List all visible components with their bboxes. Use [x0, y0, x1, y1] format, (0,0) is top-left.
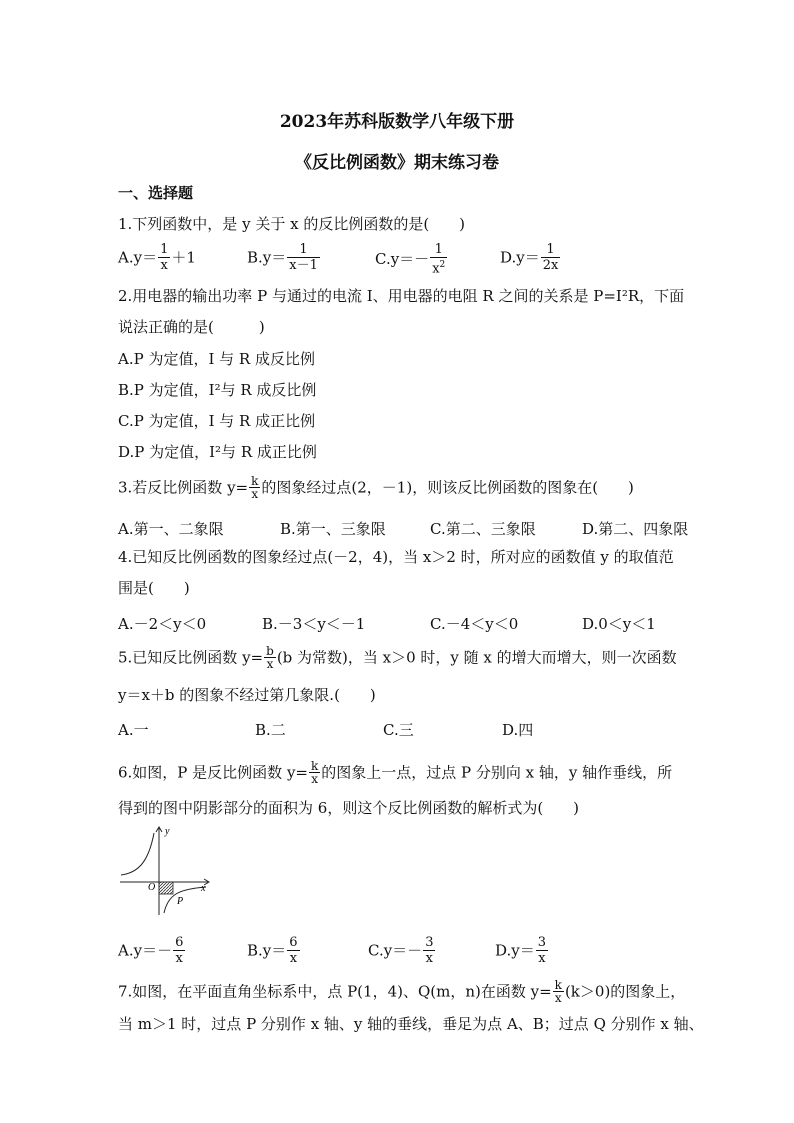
q6-option-b: B.y＝ $\frac{6}{x}$ — [247, 935, 298, 966]
q1-a-fraction: $\frac{1}{x}$ — [160, 242, 169, 273]
q6-c-fraction: $\frac{3}{x}$ — [425, 935, 434, 966]
q1-c-fraction: $\frac{1}{x^2}$ — [432, 242, 446, 277]
q5-option-b: B.二 — [255, 721, 286, 739]
q6-option-c: C.y＝－ $\frac{3}{x}$ — [368, 935, 434, 966]
q3-option-b: B.第一、三象限 — [280, 520, 386, 538]
q5-option-d: D.四 — [502, 721, 534, 739]
q2-option-d: D.P 为定值，I²与 R 成正比例 — [118, 443, 317, 461]
q4-option-a: A.－2＜y＜0 — [118, 615, 207, 633]
q6-option-a: A.y＝－ $\frac{6}{x}$ — [118, 935, 184, 966]
q3-option-a: A.第一、二象限 — [118, 520, 224, 538]
q4-option-b: B.－3＜y＜－1 — [262, 615, 366, 633]
x-axis-label: x — [201, 883, 206, 894]
q7-fraction: $\frac{k}{x}$ — [554, 978, 562, 1005]
q5-option-c: C.三 — [383, 721, 414, 739]
point-p-label: P — [177, 896, 184, 907]
question-6-stem-line1: 6.如图，P 是反比例函数 y= $\frac{k}{x}$ 的图象上一点，过点 P 分别向 x 轴，y 轴作垂线，所 — [118, 759, 673, 786]
q1-option-c: C.y＝－ $\frac{1}{x^2}$ — [375, 242, 446, 277]
question-2-stem-line2: 说法正确的是( ) — [118, 318, 265, 336]
q1-b-fraction: $\frac{1}{x-1}$ — [289, 242, 318, 273]
q5-option-a: A.一 — [118, 721, 149, 739]
hyperbola-branch-quadrant2 — [121, 833, 154, 875]
q6-b-fraction: $\frac{6}{x}$ — [289, 935, 298, 966]
question-4-stem-line1: 4.已知反比例函数的图象经过点(－2，4)，当 x＞2 时，所对应的函数值 y 的取值范 — [118, 548, 674, 566]
question-5-stem-line2: y＝x＋b 的图象不经过第几象限.( ) — [118, 686, 376, 704]
section-heading-choice: 一、选择题 — [118, 184, 194, 202]
q1-option-b: B.y＝ $\frac{1}{x-1}$ — [247, 242, 318, 273]
question-5-stem-line1: 5.已知反比例函数 y= $\frac{b}{x}$ (b 为常数)，当 x＞0 时，y 随 x 的增大而增大，则一次函数 — [118, 644, 677, 671]
q6-option-d: D.y＝ $\frac{3}{x}$ — [495, 935, 547, 966]
origin-label: O — [148, 882, 156, 893]
q6-fraction: $\frac{k}{x}$ — [310, 759, 319, 786]
q1-option-d: D.y＝ $\frac{1}{2x}$ — [500, 242, 559, 273]
q6-hyperbola-figure — [118, 823, 213, 918]
question-7-stem-line2: 当 m＞1 时，过点 P 分别作 x 轴、y 轴的垂线，垂足为点 A、B；过点 Q 分别作 x 轴、 — [118, 1015, 704, 1033]
q6-a-fraction: $\frac{6}{x}$ — [175, 935, 184, 966]
q3-option-c: C.第二、三象限 — [430, 520, 536, 538]
page-subtitle: 《反比例函数》期末练习卷 — [295, 153, 499, 173]
q2-option-a: A.P 为定值，I 与 R 成反比例 — [118, 350, 315, 368]
question-2-stem-line1: 2.用电器的输出功率 P 与通过的电流 I、用电器的电阻 R 之间的关系是 P=I²R，下面 — [118, 287, 685, 305]
question-3-stem: 3.若反比例函数 y= $\frac{k}{x}$ 的图象经过点(2，－1)，则该反比例函数的图象在( ) — [118, 474, 634, 501]
page-title: 2023年苏科版数学八年级下册 — [279, 112, 515, 132]
question-7-stem-line1: 7.如图，在平面直角坐标系中，点 P(1，4)、Q(m，n)在函数 y= $\frac{k}{x}$ (k＞0)的图象上， — [118, 978, 686, 1005]
y-axis-label: y — [165, 826, 170, 837]
q2-option-c: C.P 为定值，I 与 R 成正比例 — [118, 412, 316, 430]
q1-d-fraction: $\frac{1}{2x}$ — [542, 242, 559, 273]
question-1-stem: 1.下列函数中，是 y 关于 x 的反比例函数的是( ) — [118, 215, 466, 233]
q3-fraction: $\frac{k}{x}$ — [251, 474, 259, 501]
q2-option-b: B.P 为定值，I²与 R 成反比例 — [118, 381, 317, 399]
q1-option-a: A.y＝ $\frac{1}{x}$ ＋1 — [118, 242, 196, 273]
q6-d-fraction: $\frac{3}{x}$ — [537, 935, 547, 966]
q4-option-d: D.0＜y＜1 — [582, 615, 656, 633]
question-4-stem-line2: 围是( ) — [118, 579, 190, 597]
question-6-stem-line2: 得到的图中阴影部分的面积为 6，则这个反比例函数的解析式为( ) — [118, 799, 580, 817]
q5-fraction: $\frac{b}{x}$ — [266, 644, 274, 671]
shaded-rectangle — [159, 882, 173, 894]
q3-option-d: D.第二、四象限 — [582, 520, 689, 538]
q4-option-c: C.－4＜y＜0 — [430, 615, 519, 633]
